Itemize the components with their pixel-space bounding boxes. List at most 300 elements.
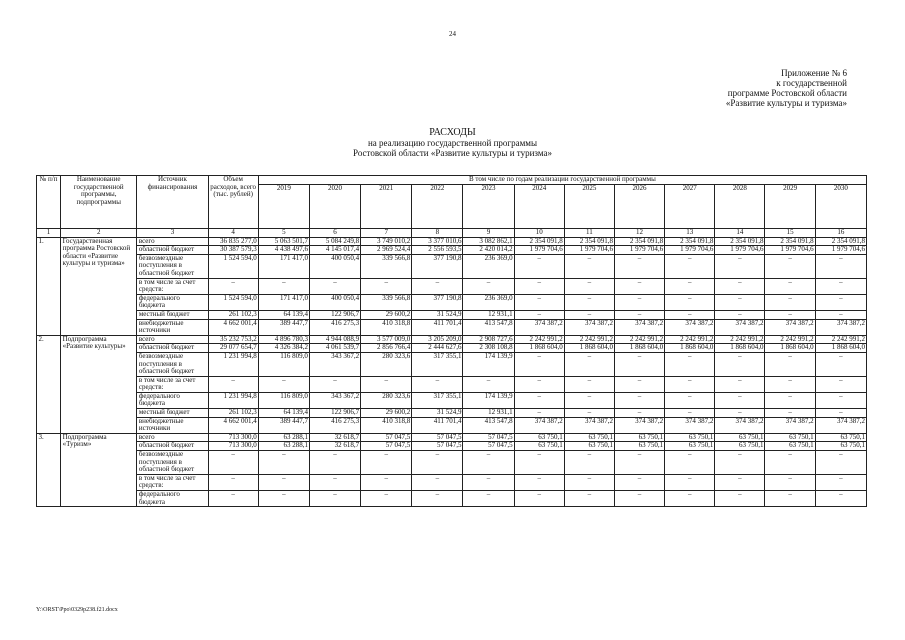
amount-cell: 400 050,4: [309, 294, 360, 310]
appendix-header: [726, 68, 847, 108]
header-year: 2026: [614, 185, 664, 229]
amount-cell: –: [614, 294, 664, 310]
header-year: 2030: [815, 185, 866, 229]
amount-cell: 29 600,2: [361, 310, 412, 319]
amount-cell: –: [258, 491, 309, 507]
amount-cell: 1 524 594,0: [208, 294, 258, 310]
column-number: 4: [208, 229, 258, 238]
amount-cell: 374 387,2: [815, 319, 866, 335]
table-row: [37, 442, 867, 451]
column-number: 6: [309, 229, 360, 238]
appendix-line: к государственной: [776, 78, 847, 88]
funding-source: областной бюджет: [137, 246, 208, 255]
amount-cell: –: [258, 278, 309, 294]
amount-cell: –: [815, 474, 866, 490]
amount-cell: –: [765, 491, 815, 507]
amount-cell: 171 417,0: [258, 294, 309, 310]
amount-cell: 4 438 497,6: [258, 246, 309, 255]
amount-cell: –: [208, 278, 258, 294]
amount-cell: 2 856 766,4: [361, 344, 412, 353]
amount-cell: 2 354 091,8: [614, 237, 664, 246]
amount-cell: –: [665, 310, 715, 319]
amount-cell: –: [361, 491, 412, 507]
amount-cell: 2 242 991,2: [715, 335, 765, 344]
amount-cell: 1 868 604,0: [665, 344, 715, 353]
amount-cell: –: [614, 376, 664, 392]
amount-cell: –: [665, 376, 715, 392]
table-row: [37, 294, 867, 310]
column-number: 3: [137, 229, 208, 238]
amount-cell: –: [815, 310, 866, 319]
funding-source: федерального бюджета: [137, 294, 208, 310]
header-source: Источник финансирования: [137, 176, 208, 229]
column-number: 2: [61, 229, 137, 238]
amount-cell: –: [564, 474, 614, 490]
amount-cell: –: [715, 491, 765, 507]
amount-cell: –: [463, 491, 514, 507]
amount-cell: –: [514, 310, 564, 319]
amount-cell: –: [765, 409, 815, 418]
amount-cell: 63 750,1: [614, 442, 664, 451]
amount-cell: –: [815, 451, 866, 475]
amount-cell: 2 242 991,2: [514, 335, 564, 344]
amount-cell: 63 750,1: [765, 442, 815, 451]
amount-cell: –: [514, 278, 564, 294]
table-row: [37, 451, 867, 475]
amount-cell: 122 906,7: [309, 409, 360, 418]
amount-cell: 389 447,7: [258, 319, 309, 335]
amount-cell: –: [514, 392, 564, 408]
amount-cell: 377 190,8: [412, 294, 463, 310]
amount-cell: 2 242 991,2: [564, 335, 614, 344]
amount-cell: 377 190,8: [412, 254, 463, 278]
amount-cell: 63 750,1: [514, 442, 564, 451]
amount-cell: 57 047,5: [412, 433, 463, 442]
funding-source: областной бюджет: [137, 442, 208, 451]
column-number: 14: [715, 229, 765, 238]
amount-cell: –: [258, 451, 309, 475]
column-number: 1: [37, 229, 61, 238]
table-row: [37, 352, 867, 376]
header-years-group: В том числе по годам реализации государственной программы: [258, 176, 866, 185]
program-number: 3.: [37, 433, 61, 506]
amount-cell: 29 600,2: [361, 409, 412, 418]
amount-cell: –: [715, 278, 765, 294]
amount-cell: –: [309, 376, 360, 392]
amount-cell: 374 387,2: [815, 417, 866, 433]
amount-cell: –: [765, 376, 815, 392]
amount-cell: 1 979 704,6: [765, 246, 815, 255]
header-year: 2023: [463, 185, 514, 229]
document-title: [0, 128, 905, 158]
amount-cell: 63 750,1: [564, 433, 614, 442]
amount-cell: –: [208, 491, 258, 507]
funding-source: в том числе за счет средств:: [137, 376, 208, 392]
amount-cell: 4 326 384,2: [258, 344, 309, 353]
amount-cell: 2 969 524,4: [361, 246, 412, 255]
amount-cell: –: [614, 474, 664, 490]
amount-cell: –: [309, 491, 360, 507]
amount-cell: –: [514, 409, 564, 418]
amount-cell: 32 618,7: [309, 433, 360, 442]
amount-cell: 31 524,9: [412, 409, 463, 418]
amount-cell: 63 750,1: [815, 442, 866, 451]
funding-source: местный бюджет: [137, 409, 208, 418]
file-path-footer: Y:\ORST\Ppo\0329p238.f21.docx: [36, 607, 118, 613]
amount-cell: –: [715, 409, 765, 418]
amount-cell: –: [715, 392, 765, 408]
header-year: 2020: [309, 185, 360, 229]
amount-cell: 12 931,1: [463, 409, 514, 418]
amount-cell: –: [815, 491, 866, 507]
amount-cell: –: [765, 310, 815, 319]
program-number: 1.: [37, 237, 61, 335]
amount-cell: 374 387,2: [564, 417, 614, 433]
page-number: 24: [449, 30, 456, 38]
amount-cell: –: [564, 278, 614, 294]
table-row: [37, 319, 867, 335]
table-row: [37, 491, 867, 507]
amount-cell: 63 750,1: [765, 433, 815, 442]
amount-cell: 63 750,1: [715, 433, 765, 442]
amount-cell: 1 231 994,8: [208, 352, 258, 376]
funding-source: безвозмездные поступления в областной бюджет: [137, 352, 208, 376]
amount-cell: –: [614, 254, 664, 278]
funding-source: федерального бюджета: [137, 491, 208, 507]
amount-cell: 4 896 780,3: [258, 335, 309, 344]
amount-cell: 374 387,2: [564, 319, 614, 335]
amount-cell: 410 318,8: [361, 417, 412, 433]
amount-cell: 2 354 091,8: [815, 237, 866, 246]
amount-cell: 63 750,1: [514, 433, 564, 442]
funding-source: внебюджетные источники: [137, 319, 208, 335]
amount-cell: 57 047,5: [361, 442, 412, 451]
column-number: 13: [665, 229, 715, 238]
amount-cell: –: [665, 294, 715, 310]
amount-cell: 2 354 091,8: [514, 237, 564, 246]
amount-cell: –: [514, 294, 564, 310]
amount-cell: –: [412, 491, 463, 507]
amount-cell: –: [309, 451, 360, 475]
amount-cell: –: [815, 352, 866, 376]
amount-cell: 63 750,1: [715, 442, 765, 451]
amount-cell: 57 047,5: [463, 433, 514, 442]
amount-cell: –: [564, 294, 614, 310]
amount-cell: –: [665, 491, 715, 507]
amount-cell: 1 979 704,6: [665, 246, 715, 255]
table-row: [37, 409, 867, 418]
amount-cell: 317 355,1: [412, 352, 463, 376]
amount-cell: 4 145 017,4: [309, 246, 360, 255]
amount-cell: 280 323,6: [361, 392, 412, 408]
amount-cell: –: [815, 254, 866, 278]
program-name: Подпрограмма «Развитие культуры»: [61, 335, 137, 433]
amount-cell: 57 047,5: [361, 433, 412, 442]
amount-cell: –: [514, 254, 564, 278]
amount-cell: –: [412, 474, 463, 490]
amount-cell: 236 369,0: [463, 294, 514, 310]
funding-source: всего: [137, 433, 208, 442]
amount-cell: 317 355,1: [412, 392, 463, 408]
amount-cell: 374 387,2: [665, 319, 715, 335]
amount-cell: –: [514, 474, 564, 490]
amount-cell: –: [715, 310, 765, 319]
amount-cell: –: [361, 376, 412, 392]
amount-cell: 1 868 604,0: [715, 344, 765, 353]
amount-cell: 2 308 108,8: [463, 344, 514, 353]
amount-cell: 400 050,4: [309, 254, 360, 278]
amount-cell: –: [665, 254, 715, 278]
amount-cell: 374 387,2: [665, 417, 715, 433]
table-row: [37, 335, 867, 344]
header-row: [37, 176, 867, 185]
amount-cell: –: [765, 294, 815, 310]
amount-cell: 2 908 727,6: [463, 335, 514, 344]
header-name: Наименование государственной программы, подпрограммы: [61, 176, 137, 229]
amount-cell: –: [564, 451, 614, 475]
amount-cell: 713 300,0: [208, 442, 258, 451]
amount-cell: 174 139,9: [463, 352, 514, 376]
amount-cell: 2 242 991,2: [614, 335, 664, 344]
amount-cell: 63 750,1: [665, 433, 715, 442]
amount-cell: –: [665, 352, 715, 376]
amount-cell: –: [361, 451, 412, 475]
amount-cell: –: [208, 451, 258, 475]
amount-cell: 1 231 994,8: [208, 392, 258, 408]
program-name: Подпрограмма «Туризм»: [61, 433, 137, 506]
amount-cell: –: [564, 376, 614, 392]
amount-cell: –: [614, 278, 664, 294]
amount-cell: –: [463, 474, 514, 490]
table-row: [37, 392, 867, 408]
funding-source: безвозмездные поступления в областной бюджет: [137, 254, 208, 278]
amount-cell: 4 944 088,9: [309, 335, 360, 344]
amount-cell: 5 084 249,8: [309, 237, 360, 246]
amount-cell: –: [815, 294, 866, 310]
column-number: 9: [463, 229, 514, 238]
amount-cell: –: [361, 278, 412, 294]
amount-cell: 57 047,5: [463, 442, 514, 451]
funding-source: местный бюджет: [137, 310, 208, 319]
amount-cell: 2 556 593,5: [412, 246, 463, 255]
amount-cell: 3 749 010,2: [361, 237, 412, 246]
amount-cell: 63 288,1: [258, 433, 309, 442]
column-number: 8: [412, 229, 463, 238]
amount-cell: 35 232 753,2: [208, 335, 258, 344]
amount-cell: 4 662 001,4: [208, 417, 258, 433]
amount-cell: –: [715, 294, 765, 310]
amount-cell: 63 750,1: [665, 442, 715, 451]
amount-cell: –: [815, 376, 866, 392]
amount-cell: 2 354 091,8: [715, 237, 765, 246]
funding-source: в том числе за счет средств:: [137, 278, 208, 294]
amount-cell: –: [564, 409, 614, 418]
amount-cell: –: [614, 491, 664, 507]
amount-cell: 374 387,2: [765, 319, 815, 335]
amount-cell: 343 367,2: [309, 392, 360, 408]
amount-cell: –: [815, 278, 866, 294]
amount-cell: 57 047,5: [412, 442, 463, 451]
amount-cell: –: [463, 278, 514, 294]
header-year: 2019: [258, 185, 309, 229]
amount-cell: –: [765, 278, 815, 294]
header-year: 2021: [361, 185, 412, 229]
title-line: Ростовской области «Развитие культуры и туризма»: [353, 148, 552, 158]
amount-cell: 374 387,2: [715, 319, 765, 335]
amount-cell: –: [765, 254, 815, 278]
amount-cell: 410 318,8: [361, 319, 412, 335]
column-number: 7: [361, 229, 412, 238]
amount-cell: 2 242 991,2: [815, 335, 866, 344]
amount-cell: –: [614, 451, 664, 475]
amount-cell: –: [463, 376, 514, 392]
amount-cell: –: [665, 392, 715, 408]
amount-cell: –: [815, 409, 866, 418]
header-year: 2027: [665, 185, 715, 229]
header-year: 2024: [514, 185, 564, 229]
amount-cell: –: [715, 474, 765, 490]
amount-cell: –: [258, 474, 309, 490]
amount-cell: 339 566,8: [361, 254, 412, 278]
table-row: [37, 417, 867, 433]
funding-source: внебюджетные источники: [137, 417, 208, 433]
header-year: 2022: [412, 185, 463, 229]
amount-cell: –: [309, 278, 360, 294]
expenses-table: [36, 175, 867, 507]
amount-cell: 2 354 091,8: [564, 237, 614, 246]
amount-cell: 1 979 704,6: [715, 246, 765, 255]
amount-cell: –: [715, 254, 765, 278]
amount-cell: 64 139,4: [258, 409, 309, 418]
funding-source: всего: [137, 237, 208, 246]
amount-cell: –: [564, 352, 614, 376]
amount-cell: 116 809,0: [258, 352, 309, 376]
amount-cell: 2 242 991,2: [665, 335, 715, 344]
amount-cell: –: [514, 491, 564, 507]
appendix-line: Приложение № 6: [781, 68, 847, 78]
amount-cell: 339 566,8: [361, 294, 412, 310]
amount-cell: 2 420 014,2: [463, 246, 514, 255]
amount-cell: 1 868 604,0: [765, 344, 815, 353]
funding-source: безвозмездные поступления в областной бюджет: [137, 451, 208, 475]
amount-cell: –: [765, 352, 815, 376]
amount-cell: –: [412, 278, 463, 294]
amount-cell: 1 979 704,6: [564, 246, 614, 255]
amount-cell: 2 354 091,8: [765, 237, 815, 246]
amount-cell: –: [309, 474, 360, 490]
amount-cell: 1 524 594,0: [208, 254, 258, 278]
amount-cell: –: [564, 491, 614, 507]
amount-cell: –: [614, 352, 664, 376]
header-volume: Объем расходов, всего (тыс. рублей): [208, 176, 258, 229]
amount-cell: –: [614, 409, 664, 418]
column-number: 10: [514, 229, 564, 238]
appendix-line: программе Ростовской области: [727, 88, 847, 98]
amount-cell: –: [564, 310, 614, 319]
amount-cell: 416 275,3: [309, 319, 360, 335]
amount-cell: –: [665, 474, 715, 490]
funding-source: федерального бюджета: [137, 392, 208, 408]
amount-cell: –: [463, 451, 514, 475]
amount-cell: –: [614, 310, 664, 319]
amount-cell: 1 979 704,6: [514, 246, 564, 255]
amount-cell: –: [564, 392, 614, 408]
amount-cell: 1 868 604,0: [614, 344, 664, 353]
amount-cell: 411 701,4: [412, 319, 463, 335]
amount-cell: 413 547,8: [463, 319, 514, 335]
amount-cell: 4 061 539,7: [309, 344, 360, 353]
header-year: 2025: [564, 185, 614, 229]
amount-cell: 374 387,2: [514, 417, 564, 433]
amount-cell: 374 387,2: [715, 417, 765, 433]
amount-cell: 374 387,2: [514, 319, 564, 335]
program-number: 2.: [37, 335, 61, 433]
amount-cell: 174 139,9: [463, 392, 514, 408]
amount-cell: –: [715, 451, 765, 475]
amount-cell: 2 242 991,2: [765, 335, 815, 344]
amount-cell: 1 979 704,6: [815, 246, 866, 255]
amount-cell: –: [715, 376, 765, 392]
amount-cell: 122 906,7: [309, 310, 360, 319]
amount-cell: –: [765, 451, 815, 475]
table-row: [37, 433, 867, 442]
column-number: 11: [564, 229, 614, 238]
amount-cell: –: [412, 451, 463, 475]
amount-cell: 5 063 501,7: [258, 237, 309, 246]
amount-cell: –: [208, 474, 258, 490]
amount-cell: 1 868 604,0: [815, 344, 866, 353]
amount-cell: 32 618,7: [309, 442, 360, 451]
amount-cell: –: [514, 352, 564, 376]
amount-cell: 116 809,0: [258, 392, 309, 408]
table-row: [37, 254, 867, 278]
table-row: [37, 474, 867, 490]
amount-cell: 236 369,0: [463, 254, 514, 278]
amount-cell: 3 577 009,0: [361, 335, 412, 344]
amount-cell: 63 750,1: [564, 442, 614, 451]
amount-cell: 1 979 704,6: [614, 246, 664, 255]
title-line: на реализацию государственной программы: [367, 138, 538, 148]
column-number: 12: [614, 229, 664, 238]
amount-cell: 4 662 001,4: [208, 319, 258, 335]
amount-cell: 36 835 277,0: [208, 237, 258, 246]
amount-cell: –: [665, 278, 715, 294]
amount-cell: 31 524,9: [412, 310, 463, 319]
amount-cell: 343 367,2: [309, 352, 360, 376]
amount-cell: –: [208, 376, 258, 392]
column-number: 16: [815, 229, 866, 238]
amount-cell: 2 444 627,6: [412, 344, 463, 353]
amount-cell: 1 868 604,0: [514, 344, 564, 353]
amount-cell: 3 082 862,1: [463, 237, 514, 246]
amount-cell: 374 387,2: [765, 417, 815, 433]
appendix-line: «Развитие культуры и туризма»: [725, 98, 847, 108]
amount-cell: –: [665, 409, 715, 418]
amount-cell: 416 275,3: [309, 417, 360, 433]
table-row: [37, 237, 867, 246]
amount-cell: –: [765, 392, 815, 408]
amount-cell: 12 931,1: [463, 310, 514, 319]
amount-cell: 413 547,8: [463, 417, 514, 433]
amount-cell: 64 139,4: [258, 310, 309, 319]
table-row: [37, 246, 867, 255]
amount-cell: –: [614, 392, 664, 408]
amount-cell: 389 447,7: [258, 417, 309, 433]
column-number-row: [37, 229, 867, 238]
amount-cell: 374 387,2: [614, 319, 664, 335]
amount-cell: 374 387,2: [614, 417, 664, 433]
header-num: № п/п: [37, 176, 61, 229]
